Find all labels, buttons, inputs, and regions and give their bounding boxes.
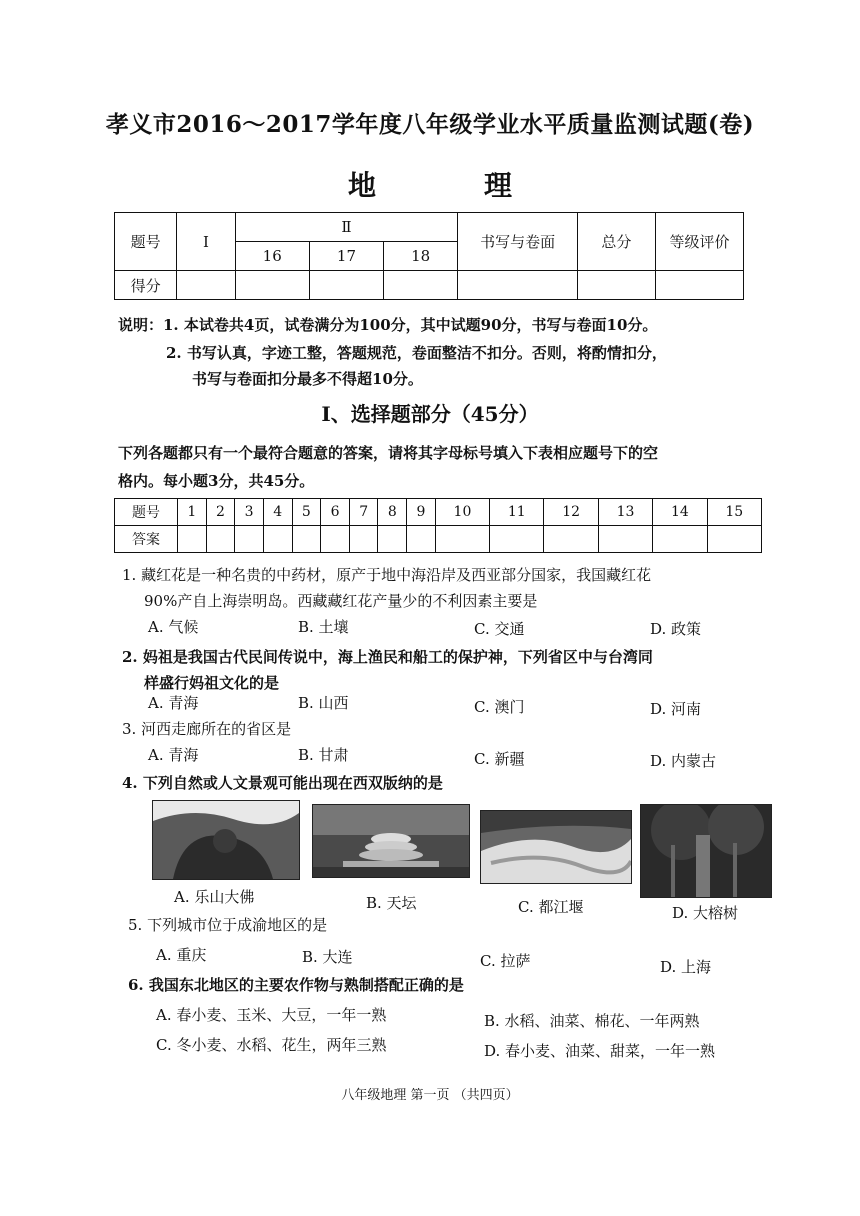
q2-option-b: B. 山西: [298, 694, 349, 712]
q1-option-a: A. 气候: [148, 618, 199, 636]
answer-cell[interactable]: [544, 526, 598, 553]
answer-num: 12: [544, 499, 598, 526]
answer-cell[interactable]: [349, 526, 378, 553]
score-row-label: 得分: [115, 271, 177, 300]
score-cell: [577, 271, 655, 300]
answer-num: 2: [206, 499, 235, 526]
q2-option-a: A. 青海: [148, 694, 199, 712]
score-th-16: 16: [235, 242, 309, 271]
answer-cell[interactable]: [598, 526, 652, 553]
score-cell: [309, 271, 383, 300]
answer-num: 14: [653, 499, 707, 526]
q1-stem-1: 1. 藏红花是一种名贵的中药材，原产于地中海沿岸及西亚部分国家，我国藏红花: [122, 566, 652, 584]
note-2: 2. 书写认真，字迹工整，答题规范，卷面整洁不扣分。否则，将酌情扣分，: [166, 344, 667, 362]
answer-num: 6: [321, 499, 350, 526]
q1-option-b: B. 土壤: [298, 618, 349, 636]
answer-cell[interactable]: [263, 526, 292, 553]
q6-option-c: C. 冬小麦、水稻、花生，两年三熟: [156, 1036, 387, 1054]
q2-stem-1: 2. 妈祖是我国古代民间传说中，海上渔民和船工的保护神，下列省区中与台湾同: [122, 648, 653, 666]
answer-cell[interactable]: [490, 526, 544, 553]
answer-cell[interactable]: [407, 526, 436, 553]
answer-num: 3: [235, 499, 264, 526]
score-th-17: 17: [309, 242, 383, 271]
score-th-num: 题号: [115, 213, 177, 271]
q5-option-b: B. 大连: [302, 948, 353, 966]
photo-banyan-tree: [640, 804, 772, 898]
score-th-part2: Ⅱ: [235, 213, 458, 242]
answer-num: 1: [178, 499, 207, 526]
score-cell: [384, 271, 458, 300]
section-heading: Ⅰ、选择题部分（45分）: [321, 402, 539, 426]
q4-option-c: C. 都江堰: [518, 898, 584, 916]
q1-option-c: C. 交通: [474, 620, 525, 638]
q4-option-d: D. 大榕树: [672, 904, 739, 922]
answer-num: 4: [263, 499, 292, 526]
answer-cell[interactable]: [378, 526, 407, 553]
q6-option-b: B. 水稻、油菜、棉花、一年两熟: [484, 1012, 700, 1030]
answer-cell[interactable]: [235, 526, 264, 553]
q2-option-c: C. 澳门: [474, 698, 525, 716]
q5-option-d: D. 上海: [660, 958, 712, 976]
q6-option-a: A. 春小麦、玉米、大豆，一年一熟: [156, 1006, 387, 1024]
note-3: 书写与卷面扣分最多不得超10分。: [192, 370, 423, 388]
answer-cell[interactable]: [178, 526, 207, 553]
score-table: [114, 212, 744, 300]
note-1: 说明：1. 本试卷共4页，试卷满分为100分，其中试题90分，书写与卷面10分。: [118, 316, 658, 334]
answer-cell[interactable]: [292, 526, 321, 553]
answer-cell[interactable]: [653, 526, 707, 553]
score-cell: [235, 271, 309, 300]
q5-stem: 5. 下列城市位于成渝地区的是: [128, 916, 328, 934]
score-th-18: 18: [384, 242, 458, 271]
q5-option-c: C. 拉萨: [480, 952, 531, 970]
q3-option-c: C. 新疆: [474, 750, 525, 768]
answer-cell[interactable]: [435, 526, 489, 553]
q1-option-d: D. 政策: [650, 620, 702, 638]
q6-stem: 6. 我国东北地区的主要农作物与熟制搭配正确的是: [128, 976, 464, 994]
q3-stem: 3. 河西走廊所在的省区是: [122, 720, 292, 738]
photo-dujiangyan: [480, 810, 632, 884]
score-th-part1: Ⅰ: [177, 213, 235, 271]
q3-option-b: B. 甘肃: [298, 746, 349, 764]
score-cell: [177, 271, 235, 300]
answer-num: 13: [598, 499, 652, 526]
score-cell: [458, 271, 578, 300]
answer-th-num: 题号: [115, 499, 178, 526]
instructions-line-1: 下列各题都只有一个最符合题意的答案，请将其字母标号填入下表相应题号下的空: [118, 444, 659, 462]
answer-cell[interactable]: [707, 526, 761, 553]
answer-num: 11: [490, 499, 544, 526]
q3-option-a: A. 青海: [148, 746, 199, 764]
answer-th-ans: 答案: [115, 526, 178, 553]
q2-option-d: D. 河南: [650, 700, 702, 718]
score-cell: [655, 271, 743, 300]
q4-option-a: A. 乐山大佛: [174, 888, 255, 906]
answer-table: [114, 498, 762, 553]
q1-stem-2: 90%产自上海崇明岛。西藏藏红花产量少的不利因素主要是: [144, 592, 538, 610]
score-th-total: 总分: [577, 213, 655, 271]
answer-num: 5: [292, 499, 321, 526]
photo-temple-of-heaven: [312, 804, 470, 878]
photo-leshan-buddha: [152, 800, 300, 880]
page-footer: 八年级地理 第一页 （共四页）: [341, 1088, 519, 1103]
answer-cell[interactable]: [206, 526, 235, 553]
q3-option-d: D. 内蒙古: [650, 752, 717, 770]
answer-num: 15: [707, 499, 761, 526]
answer-num: 9: [407, 499, 436, 526]
answer-num: 8: [378, 499, 407, 526]
answer-num: 7: [349, 499, 378, 526]
q6-option-d: D. 春小麦、油菜、甜菜，一年一熟: [484, 1042, 716, 1060]
answer-num: 10: [435, 499, 489, 526]
q4-stem: 4. 下列自然或人文景观可能出现在西双版纳的是: [122, 774, 443, 792]
subject-title: 地 理: [347, 169, 552, 202]
answer-cell[interactable]: [321, 526, 350, 553]
q2-stem-2: 样盛行妈祖文化的是: [144, 674, 280, 692]
score-th-writing: 书写与卷面: [458, 213, 578, 271]
q5-option-a: A. 重庆: [156, 946, 207, 964]
q4-option-b: B. 天坛: [366, 894, 417, 912]
exam-title: 孝义市2016～2017学年度八年级学业水平质量监测试题(卷): [105, 111, 755, 138]
instructions-line-2: 格内。每小题3分，共45分。: [118, 472, 315, 490]
score-th-grade: 等级评价: [655, 213, 743, 271]
